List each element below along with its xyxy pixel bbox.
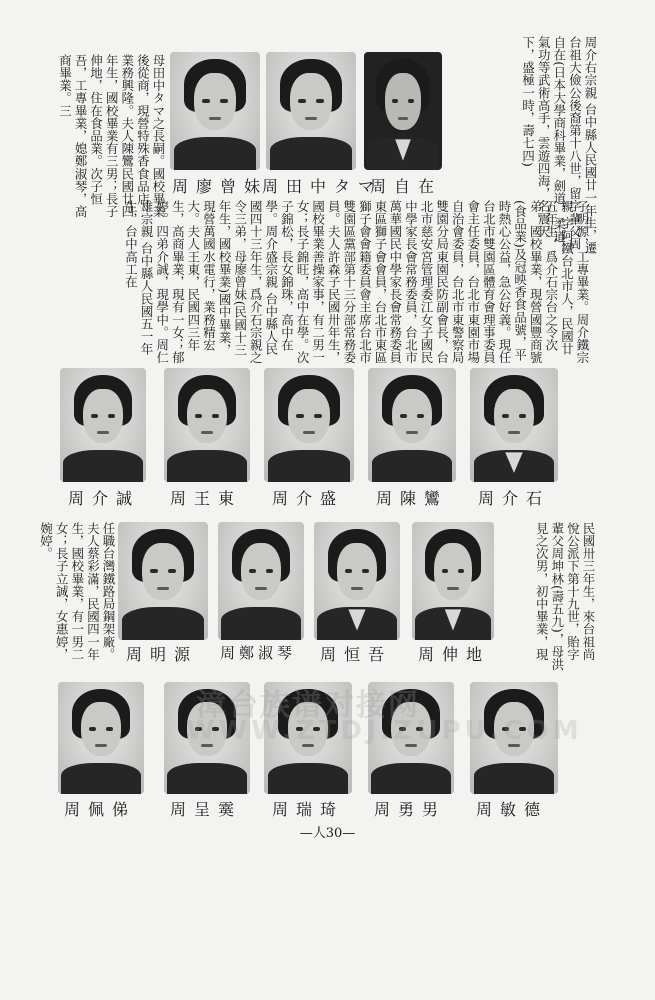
eye-shape [249,569,256,573]
bio-text-top-left: 母田中タマ之長嗣。國校畢業後從商，現營特殊香食品店，業務興隆。夫人陳鸞民國廿四年生，國校畢業有三男；長子伸地，住在食品業。次子恒吾，工專畢業，媳鄭淑琴，高商畢業。三 [57,54,166,218]
portrait-zhou-jiesheng [264,368,354,482]
photo-caption: 周呈霙 [170,800,243,819]
face-shape [337,543,377,600]
mouth-shape [97,431,109,434]
eye-shape [400,414,407,418]
photo-caption: 周田中タマ [262,177,383,196]
eye-shape [316,99,323,103]
portrait-zhou-tianzhong [266,52,356,170]
eye-shape [266,569,273,573]
face-shape [142,543,183,600]
page-number: —人30— [299,826,356,841]
body-shape [167,450,246,482]
mouth-shape [303,431,316,434]
photo-caption: 周廖曾妹 [172,177,269,196]
photo-caption: 周王東 [170,489,243,508]
eye-shape [106,727,113,731]
portrait-zhou-chenluan [368,368,456,482]
face-shape [290,73,331,130]
mouth-shape [305,117,318,121]
eye-shape [502,414,509,418]
body-shape [474,763,555,794]
body-shape [268,450,351,482]
portrait-zhou-zhengshuqin [218,522,304,640]
watermark-url: WWW.ZTDJ.ZUPU.COM [186,716,583,746]
portrait-zhou-zizai [364,52,442,170]
body-shape [61,763,140,794]
photo-caption: 周敏德 [476,800,549,819]
face-shape [494,389,534,444]
portrait-zhou-mingyuan [118,522,208,640]
body-shape [270,137,353,170]
body-shape [371,763,450,794]
bio-text-top-right: 周介右宗親 台中縣人民國廿一年生，遷台祖大儉公後裔第十八世，留字輩父周自在(日本大學商科畢業，劍道，柔道，氣功等武術高手，雲遊四海，名震天下，盛極一時，壽七四) [520,36,598,256]
mouth-shape [508,431,520,434]
face-shape [392,389,432,444]
bio-text-middle-left: 東區獅子會會員，台北市東區獅子會會籍委員會主席台北市雙園區黨部第十三分部常務委員。夫人許森子民國卅年生，國校畢業善操家事，有二男一女；長子錦旺，高中在學。次子錦松，長女錦珠，高中在學。周介盛宗親 台中縣人民國四十三年生，爲介石宗親之令三弟，母廖曾妹(民國十三年生，國校畢業)國中畢業，現營萬國水電行，業務精宏大。夫人王東，民國四三年生，高商畢業，現有一女；郁婷。四弟介誠，現學中。周仁雄宗親 台中縣人民國五一年生，台中高工在 [123,200,388,364]
eye-shape [298,99,305,103]
mouth-shape [351,587,363,591]
portrait-zhou-jieshi [470,368,558,482]
eye-shape [108,414,115,418]
face-shape [288,389,329,444]
eye-shape [296,414,303,418]
face-shape [81,702,121,756]
photo-caption: 周介石 [478,489,551,508]
body-shape [63,450,142,482]
eye-shape [417,414,424,418]
photo-caption: 周佩俤 [64,800,137,819]
photo-caption: 周陳鸞 [376,489,449,508]
face-shape [83,389,123,444]
mouth-shape [157,587,170,591]
eye-shape [168,569,175,573]
face-shape [434,543,472,600]
photo-caption: 周明源 [126,645,199,664]
eye-shape [220,99,227,103]
face-shape [241,543,281,600]
mouth-shape [255,587,267,591]
bio-text-middle-right: 子明源，工專畢業。周介鐵宗親 字阿鐵台北市人，民國廿五年生，爲介石宗台之令次弟。國校畢業，現營國豐商號(食品業)及冠映香食品號，平時熱心公益，急公好義。現任台北市雙園區體育會理事委員會主任委員，台北市東園市場自治會委員，台北市東警察局雙園分局東園民防副會長，台北市慈安宮管理委江女子國民中學家長會常務委員，台北市萬華國民中學家長會常務委員 [387,200,590,364]
photo-caption: 周介盛 [272,489,345,508]
photo-caption: 周伸地 [418,645,491,664]
body-shape [122,607,205,640]
eye-shape [408,99,414,103]
bio-text-bottom-left: 任職台灣鐵路局鋼架廠。夫人蔡彩滿，民國四一年生，國校畢業，有一男二女；長子立誠，女惠婷，婉婷。 [38,522,116,661]
mouth-shape [447,587,458,591]
photo-caption: 周鄭淑琴 [220,644,297,662]
face-shape [385,73,421,130]
eye-shape [362,569,369,573]
eye-shape [202,99,209,103]
body-shape [167,763,246,794]
portrait-zhou-peidi [58,682,144,794]
body-shape [174,137,257,170]
watermark-title: 漳台族谱对接网 [196,688,420,723]
mouth-shape [406,431,418,434]
eye-shape [519,414,526,418]
eye-shape [150,569,157,573]
eye-shape [89,727,96,731]
photo-caption: 周介誠 [68,489,141,508]
eye-shape [345,569,352,573]
mouth-shape [95,744,107,747]
portrait-zhou-jiecheng [60,368,146,482]
mouth-shape [398,117,409,121]
face-shape [187,389,227,444]
photo-caption: 周自在 [370,177,443,196]
body-shape [372,450,453,482]
body-shape [268,763,349,794]
eye-shape [212,414,219,418]
portrait-zhou-liaocengmei [170,52,260,170]
face-shape [194,73,235,130]
photo-caption: 周瑞琦 [272,800,345,819]
portrait-zhou-wangdong [164,368,250,482]
photo-caption: 周勇男 [374,800,447,819]
eye-shape [314,414,321,418]
bio-text-bottom-right: 民國卅三年生，來台祖尚悅公派下第十九世，貽字輩父周坤林(壽五九)，母洪見之次男，初中畢業，現 [534,522,596,671]
body-shape [221,607,300,640]
portrait-zhou-shendi [412,522,494,640]
mouth-shape [201,431,213,434]
eye-shape [195,414,202,418]
mouth-shape [209,117,222,121]
photo-caption: 周恒吾 [320,645,393,664]
portrait-zhou-hengwu [314,522,400,640]
eye-shape [91,414,98,418]
